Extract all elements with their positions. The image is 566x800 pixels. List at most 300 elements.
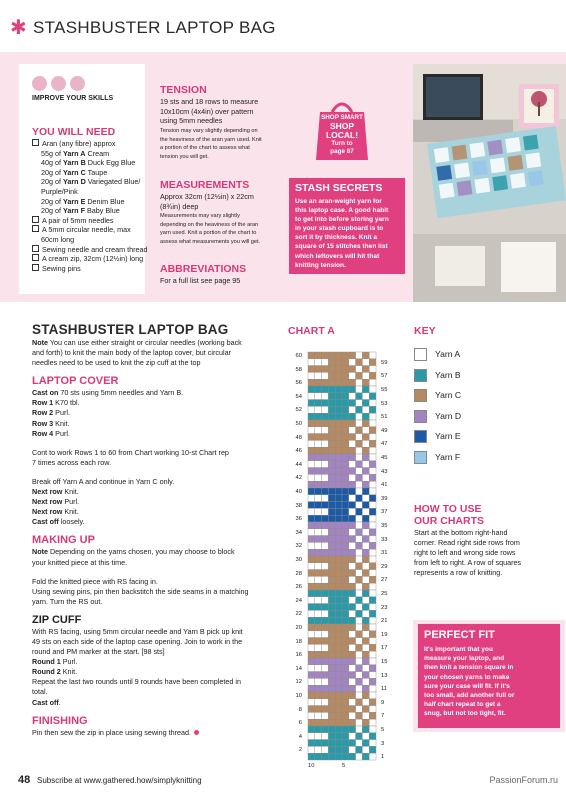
chart-cell	[356, 726, 363, 733]
chart-cell	[315, 536, 322, 543]
chart-cell	[328, 379, 335, 386]
chart-cell	[356, 678, 363, 685]
chart-cell	[328, 651, 335, 658]
chart-cell	[342, 556, 349, 563]
chart-cell	[362, 570, 369, 577]
chart-cell	[315, 658, 322, 665]
chart-cell	[308, 515, 315, 522]
next-row-line: Next row Knit.	[32, 507, 79, 517]
chart-cell	[356, 474, 363, 481]
chart-cell	[322, 597, 329, 604]
chart-row-label: 30	[295, 557, 302, 563]
chart-cell	[308, 406, 315, 413]
chart-cell	[315, 733, 322, 740]
chart-cell	[308, 420, 315, 427]
chart-cell	[335, 372, 342, 379]
chart-cell	[349, 440, 356, 447]
chart-cell	[315, 610, 322, 617]
chart-cell	[369, 366, 376, 373]
chart-cell	[322, 481, 329, 488]
laptop-bag-photo	[413, 64, 566, 302]
note-line: the heaviness of the aran yarn used. Knit	[160, 136, 262, 143]
chart-cell	[342, 631, 349, 638]
chart-cell	[335, 406, 342, 413]
chart-cell	[349, 359, 356, 366]
chart-cell	[369, 692, 376, 699]
chart-cell	[342, 746, 349, 753]
cover-line: Row 3 Knit.	[32, 418, 70, 428]
checkbox[interactable]	[32, 245, 39, 252]
chart-cell	[369, 604, 376, 611]
chart-cell	[315, 590, 322, 597]
chart-row-label: 13	[381, 672, 388, 679]
material-item: Sewing pins	[32, 264, 144, 274]
yarn-name: Yarn E	[62, 196, 86, 206]
chart-cell	[369, 685, 376, 692]
chart-row-label: 17	[381, 645, 388, 652]
chart-cell	[349, 393, 356, 400]
chart-row-label: 14	[295, 665, 302, 672]
perfect-fit-heading: PERFECT FIT	[424, 629, 495, 641]
chart-cell	[356, 420, 363, 427]
chart-cell	[315, 447, 322, 454]
material-item: 20g of Yarn C Taupe	[41, 167, 108, 177]
chart-cell	[322, 468, 329, 475]
perfect-fit-line: sure your case will fit. If it's	[424, 682, 510, 690]
chart-cell	[362, 495, 369, 502]
chart-cell	[322, 522, 329, 529]
chart-cell	[315, 604, 322, 611]
chart-cell	[356, 610, 363, 617]
chart-cell	[322, 359, 329, 366]
checkbox[interactable]	[32, 264, 39, 271]
chart-cell	[362, 658, 369, 665]
chart-cell	[328, 536, 335, 543]
chart-row-label: 24	[295, 597, 302, 604]
break-line: Break off Yarn A and continue in Yarn C only.	[32, 476, 175, 486]
chart-cell	[308, 583, 315, 590]
chart-row-label: 42	[295, 475, 302, 482]
chart-cell	[322, 563, 329, 570]
chart-cell	[356, 658, 363, 665]
chart-cell	[362, 515, 369, 522]
chart-cell	[349, 604, 356, 611]
chart-cell	[342, 359, 349, 366]
chart-cell	[328, 699, 335, 706]
chart-cell	[328, 481, 335, 488]
chart-cell	[322, 658, 329, 665]
chart-row-label: 7	[381, 713, 385, 720]
chart-cell	[322, 420, 329, 427]
chart-cell	[328, 624, 335, 631]
tension-heading: TENSION	[160, 84, 207, 96]
chart-cell	[349, 406, 356, 413]
chart-cell	[356, 692, 363, 699]
chart-cell	[369, 393, 376, 400]
bold-term: Round 2	[32, 667, 61, 677]
chart-cell	[308, 631, 315, 638]
stash-line: this laptop case. A good habit	[295, 207, 389, 215]
chart-cell	[308, 576, 315, 583]
chart-cell	[369, 726, 376, 733]
stash-line: in your stash cupboard is to	[295, 225, 384, 233]
chart-cell	[335, 502, 342, 509]
chart-cell	[369, 638, 376, 645]
chart-cell	[328, 406, 335, 413]
chart-cell	[356, 617, 363, 624]
chart-row-label: 5	[381, 727, 385, 733]
chart-cell	[322, 542, 329, 549]
chart-cell	[362, 638, 369, 645]
chart-cell	[315, 495, 322, 502]
chart-cell	[322, 719, 329, 726]
chart-cell	[349, 542, 356, 549]
yarn-name: Yarn B	[62, 158, 86, 168]
chart-cell	[315, 474, 322, 481]
chart-cell	[349, 549, 356, 556]
chart-cell	[322, 644, 329, 651]
chart-cell	[308, 352, 315, 359]
chart-cell	[328, 359, 335, 366]
chart-row-label: 38	[295, 502, 302, 509]
chart-cell	[335, 542, 342, 549]
chart-cell	[315, 644, 322, 651]
chart-cell	[308, 604, 315, 611]
chart-cell	[356, 440, 363, 447]
cover-line: Cast on 70 sts using 5mm needles and Yarn B.	[32, 388, 184, 398]
chart-cell	[362, 576, 369, 583]
bold-term: Row 2	[32, 408, 54, 418]
chart-cell	[322, 434, 329, 441]
zip-line: round and PM marker at the start. [98 sts]	[32, 647, 165, 657]
chart-cell	[362, 440, 369, 447]
shop-line: page 87	[330, 148, 354, 155]
chart-cell	[369, 733, 376, 740]
chart-cell	[322, 400, 329, 407]
chart-cell	[362, 481, 369, 488]
chart-cell	[369, 753, 376, 760]
chart-cell	[328, 576, 335, 583]
chart-cell	[349, 386, 356, 393]
chart-cell	[349, 529, 356, 536]
chart-cell	[322, 685, 329, 692]
how-to-line: corner. Read right side rows from	[414, 538, 520, 548]
chart-row-label: 52	[295, 407, 302, 414]
chart-row-label: 1	[381, 754, 385, 761]
chart-cell	[308, 372, 315, 379]
checkbox[interactable]	[32, 139, 39, 146]
chart-cell	[342, 597, 349, 604]
chart-cell	[322, 699, 329, 706]
key-label: Yarn F	[435, 451, 461, 462]
chart-cell	[335, 413, 342, 420]
chart-cell	[328, 420, 335, 427]
chart-cell	[349, 740, 356, 747]
key-label: Yarn C	[435, 390, 462, 400]
chart-cell	[362, 502, 369, 509]
chart-cell	[315, 529, 322, 536]
chart-cell	[342, 468, 349, 475]
key-swatch	[414, 410, 427, 423]
bold-term: Next row	[32, 497, 63, 507]
round-line: Round 2 Knit.	[32, 667, 78, 677]
chart-cell	[328, 488, 335, 495]
chart-cell	[356, 481, 363, 488]
chart-cell	[308, 474, 315, 481]
chart-cell	[322, 678, 329, 685]
chart-cell	[342, 651, 349, 658]
page-header	[0, 14, 566, 42]
chart-cell	[369, 536, 376, 543]
chart-cell	[342, 522, 349, 529]
chart-row-label: 32	[295, 543, 302, 550]
chart-cell	[328, 413, 335, 420]
chart-cell	[322, 740, 329, 747]
note-line: Measurements may vary slightly	[160, 213, 240, 219]
chart-cell	[308, 379, 315, 386]
chart-cell	[342, 549, 349, 556]
chart-cell	[362, 400, 369, 407]
chart-cell	[356, 529, 363, 536]
chart-cell	[328, 658, 335, 665]
chart-cell	[356, 502, 363, 509]
chart-cell	[369, 434, 376, 441]
chart-row-label: 28	[295, 570, 302, 577]
chart-cell	[369, 522, 376, 529]
chart-cell	[322, 474, 329, 481]
chart-cell	[342, 590, 349, 597]
chart-cell	[342, 685, 349, 692]
perfect-fit-line: snug, but not too tight, fit.	[424, 710, 506, 718]
measurements-heading: MEASUREMENTS	[160, 179, 250, 191]
chart-cell	[369, 624, 376, 631]
checkbox[interactable]	[32, 254, 39, 261]
measurements-line: (8¾in) deep	[160, 201, 199, 211]
key-swatch	[414, 369, 427, 382]
chart-cell	[322, 692, 329, 699]
chart-cell	[328, 746, 335, 753]
chart-cell	[362, 359, 369, 366]
chart-cell	[315, 597, 322, 604]
chart-cell	[315, 740, 322, 747]
chart-cell	[328, 563, 335, 570]
chart-cell	[362, 427, 369, 434]
chart-cell	[335, 712, 342, 719]
chart-cell	[315, 406, 322, 413]
chart-row-label: 18	[295, 638, 302, 645]
chart-cell	[315, 672, 322, 679]
chart-cell	[369, 406, 376, 413]
page-footer	[0, 772, 566, 800]
finishing-heading: FINISHING	[32, 714, 88, 727]
chart-cell	[335, 488, 342, 495]
bold-term: Cast on	[32, 388, 59, 398]
shop-local-text	[312, 114, 372, 156]
chart-cell	[308, 386, 315, 393]
chart-cell	[342, 733, 349, 740]
chart-cell	[308, 427, 315, 434]
chart-cell	[308, 570, 315, 577]
material-item: 40g of Yarn B Duck Egg Blue	[41, 158, 136, 168]
yarn-name: Yarn C	[62, 167, 86, 177]
intro-para: Note You can use either straight or circular needles (working back	[32, 338, 242, 347]
chart-cell	[362, 434, 369, 441]
chart-row-label: 11	[381, 686, 388, 693]
material-item: Aran (any fibre) approx	[32, 139, 144, 149]
chart-row-label: 23	[381, 604, 388, 611]
chart-cell	[342, 610, 349, 617]
chart-cell	[328, 706, 335, 713]
chart-cell	[335, 658, 342, 665]
chart-cell	[308, 597, 315, 604]
chart-cell	[308, 617, 315, 624]
chart-cell	[315, 515, 322, 522]
chart-row-label: 47	[381, 441, 388, 448]
chart-cell	[315, 583, 322, 590]
key-label: Yarn D	[435, 410, 462, 421]
chart-cell	[308, 556, 315, 563]
chart-cell	[362, 604, 369, 611]
chart-cell	[369, 461, 376, 468]
chart-cell	[362, 474, 369, 481]
chart-cell	[349, 719, 356, 726]
chart-cell	[315, 481, 322, 488]
chart-cell	[369, 617, 376, 624]
chart-cell	[342, 481, 349, 488]
chart-cell	[349, 366, 356, 373]
chart-row-label: 44	[295, 461, 302, 468]
chart-cell	[362, 740, 369, 747]
chart-cell	[342, 583, 349, 590]
chart-cell	[369, 427, 376, 434]
chart-cell	[308, 644, 315, 651]
repeat-line: total.	[32, 687, 48, 697]
chart-cell	[335, 570, 342, 577]
improve-skills-label: IMPROVE YOUR SKILLS	[32, 95, 114, 102]
chart-row-label: 48	[295, 434, 302, 441]
chart-cell	[349, 379, 356, 386]
shop-line: LOCAL!	[325, 130, 359, 140]
chart-cell	[328, 434, 335, 441]
checkbox[interactable]	[32, 225, 39, 232]
chart-cell	[369, 576, 376, 583]
chart-cell	[328, 522, 335, 529]
chart-cell	[356, 631, 363, 638]
chart-cell	[328, 665, 335, 672]
spacer	[32, 568, 280, 577]
checkbox[interactable]	[32, 216, 39, 223]
tension-line: 10x10cm (4x4in) over pattern	[160, 106, 254, 116]
chart-cell	[342, 570, 349, 577]
chart-row-label: 41	[381, 482, 388, 489]
chart-cell	[362, 468, 369, 475]
material-item: Sewing needle and cream thread	[32, 245, 144, 255]
chart-col-label: 5	[342, 763, 346, 769]
chart-cell	[369, 413, 376, 420]
subscribe-link[interactable]: Subscribe at www.gathered.how/simplyknitting	[37, 776, 202, 785]
bold-term: Cast off	[32, 517, 59, 527]
chart-cell	[356, 468, 363, 475]
chart-cell	[356, 406, 363, 413]
chart-cell	[335, 427, 342, 434]
zip-line: With RS facing, using 5mm circular needle and Yarn B pick up knit	[32, 626, 243, 636]
making-line: your knitted piece at this time.	[32, 557, 128, 567]
next-row-line: Next row Purl.	[32, 497, 80, 507]
shop-line: Turn to	[331, 140, 353, 147]
abbreviations-text: For a full list see page 95	[160, 276, 241, 285]
chart-cell	[322, 386, 329, 393]
chart-cell	[315, 468, 322, 475]
finishing-line: Pin then sew the zip in place using sewing thread.	[32, 728, 280, 738]
chart-row-label: 53	[381, 400, 388, 407]
chart-cell	[369, 454, 376, 461]
chart-cell	[335, 678, 342, 685]
chart-cell	[356, 454, 363, 461]
chart-row-label: 57	[381, 373, 388, 380]
yarn-name: Yarn D	[62, 177, 86, 187]
chart-cell	[322, 372, 329, 379]
chart-row-label: 8	[298, 706, 302, 713]
chart-cell	[315, 719, 322, 726]
chart-cell	[369, 699, 376, 706]
perfect-fit-line: then knit a tension square in	[424, 664, 514, 672]
chart-cell	[342, 461, 349, 468]
chart-cell	[342, 740, 349, 747]
chart-cell	[362, 406, 369, 413]
chart-cell	[342, 678, 349, 685]
chart-cell	[342, 563, 349, 570]
chart-cell	[328, 542, 335, 549]
chart-row-label: 33	[381, 536, 388, 543]
chart-cell	[342, 440, 349, 447]
chart-cell	[356, 753, 363, 760]
chart-cell	[349, 617, 356, 624]
chart-cell	[362, 685, 369, 692]
chart-cell	[308, 740, 315, 747]
material-item: 55g of Yarn A Cream	[41, 148, 110, 158]
chart-row-label: 3	[381, 740, 385, 747]
chart-cell	[369, 651, 376, 658]
chart-cell	[362, 644, 369, 651]
cont-line: 7 times across each row.	[32, 457, 112, 467]
chart-cell	[335, 468, 342, 475]
chart-cell	[308, 665, 315, 672]
chart-row-label: 51	[381, 414, 388, 421]
chart-cell	[328, 372, 335, 379]
chart-cell	[322, 624, 329, 631]
tension-note	[160, 127, 295, 161]
chart-cell	[335, 746, 342, 753]
chart-cell	[322, 753, 329, 760]
chart-cell	[308, 692, 315, 699]
chart-cell	[362, 651, 369, 658]
measurements-note	[160, 212, 295, 246]
chart-cell	[369, 712, 376, 719]
cover-line: Row 4 Purl.	[32, 428, 70, 438]
chart-cell	[362, 549, 369, 556]
chart-cell	[315, 359, 322, 366]
chart-cell	[322, 651, 329, 658]
chart-cell	[342, 372, 349, 379]
chart-cell	[342, 379, 349, 386]
chart-cell	[349, 597, 356, 604]
material-item: Purple/Pink	[41, 186, 78, 196]
chart-cell	[342, 386, 349, 393]
chart-cell	[315, 570, 322, 577]
chart-row-label: 39	[381, 495, 388, 502]
chart-cell	[369, 549, 376, 556]
fold-line: Fold the knitted piece with RS facing in.	[32, 576, 158, 586]
